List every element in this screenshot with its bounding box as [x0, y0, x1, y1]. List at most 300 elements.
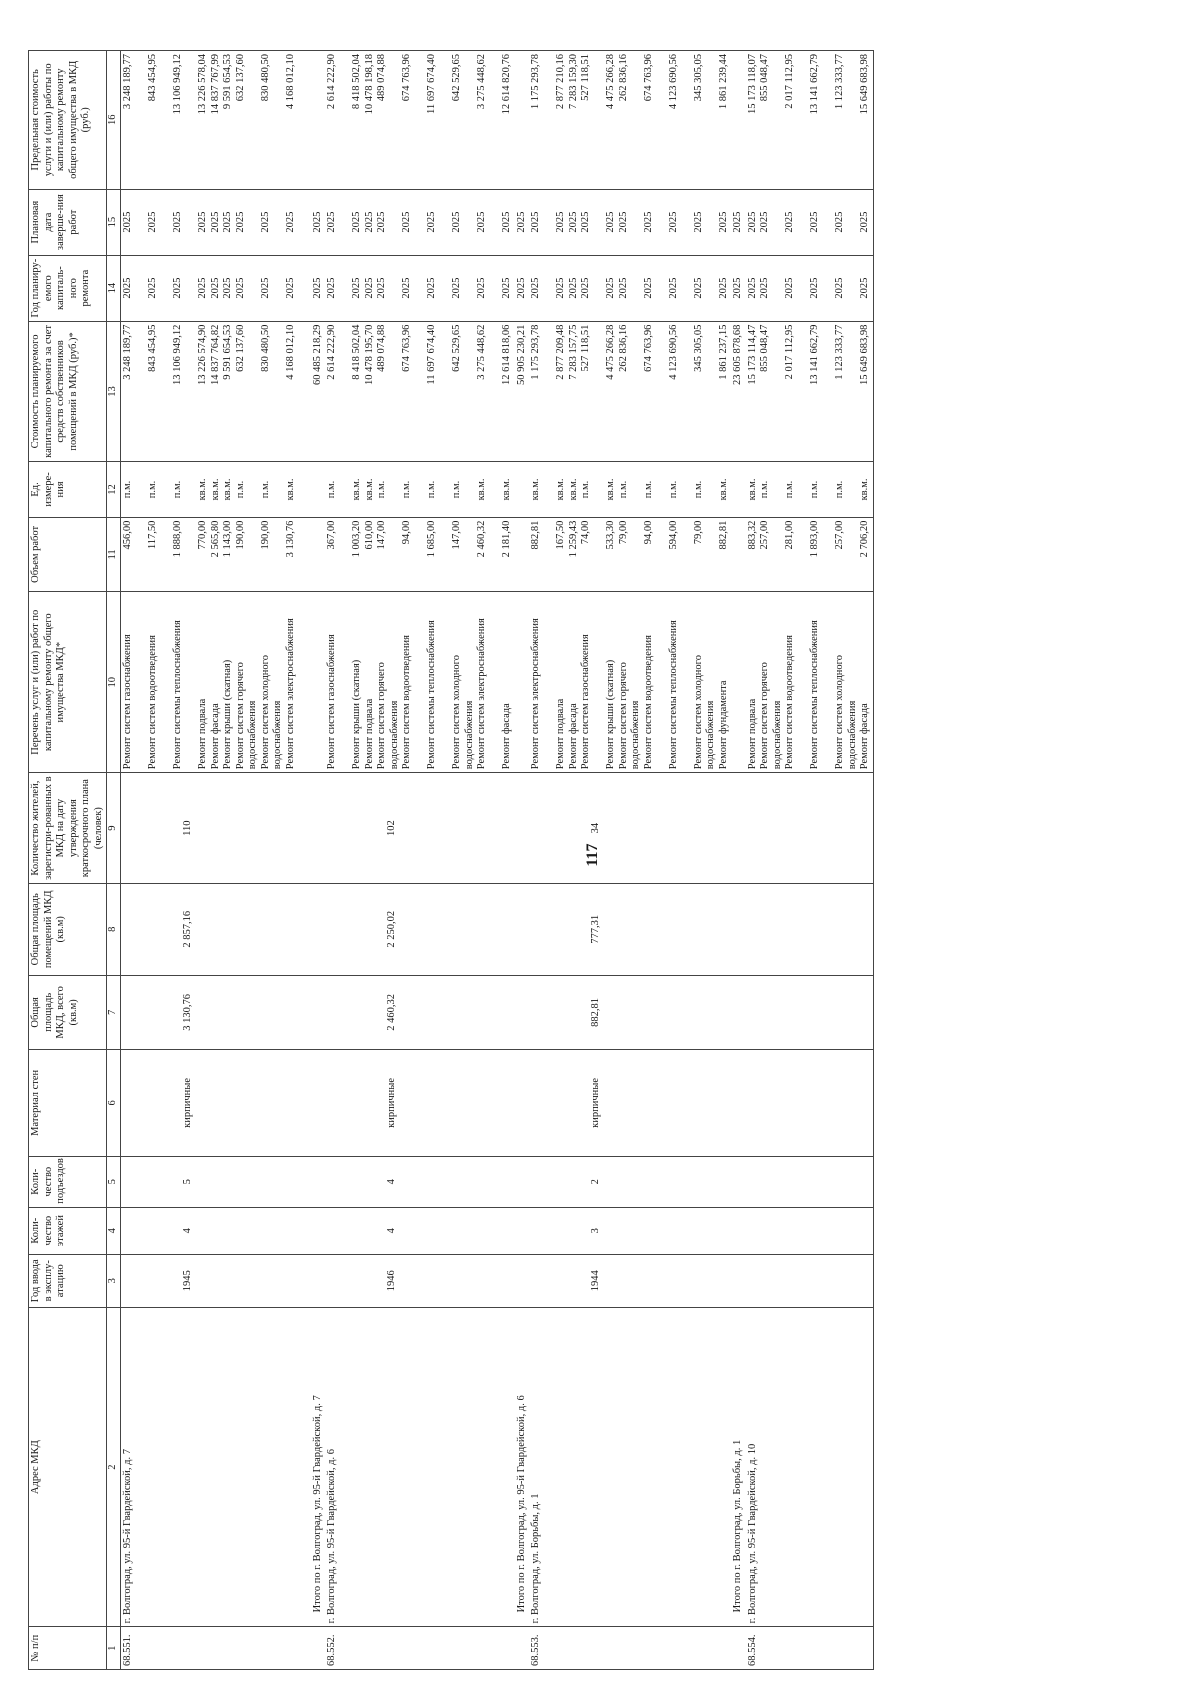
- cell-line: Ремонт фасада: [567, 703, 579, 770]
- entrance-count: [121, 1156, 311, 1207]
- total-empty: [311, 773, 326, 884]
- work-limits: [121, 51, 311, 190]
- column-number: 14: [107, 255, 121, 321]
- cell-line: 10 478 198,18: [363, 54, 375, 115]
- cell-line: 2 877 209,48: [555, 324, 566, 380]
- cell-line: 11 697 674,40: [426, 54, 437, 114]
- works-list: [529, 592, 731, 773]
- cell-line: кв.м.: [501, 478, 512, 501]
- column-number: 6: [107, 1050, 121, 1157]
- total-empty: [311, 1050, 326, 1157]
- total-end-date: 2025: [515, 189, 530, 255]
- total-empty: [731, 592, 746, 773]
- cell-line: 594,00: [667, 520, 679, 550]
- works-list: [121, 592, 311, 773]
- cell-line: 1 861 239,44: [717, 54, 729, 110]
- cell-line: 13 106 949,12: [172, 324, 183, 386]
- cell-line: 345 305,05: [692, 324, 704, 372]
- cell-line: 257,00: [759, 520, 770, 550]
- column-number: 9: [107, 773, 121, 884]
- column-number: 15: [107, 189, 121, 255]
- wall-material: [325, 1050, 515, 1157]
- cell-line: 2025: [501, 277, 512, 299]
- wall-material: [121, 1050, 311, 1157]
- table-row: [325, 51, 515, 1670]
- residents-count: [529, 773, 731, 884]
- total-empty: [731, 975, 746, 1050]
- cell-line: 2 614 222,90: [326, 54, 337, 110]
- cell-line: 855 048,47: [759, 324, 770, 372]
- year-built: [121, 1254, 311, 1307]
- cell-line: Ремонт фасада: [501, 703, 512, 770]
- row-address: [529, 1307, 731, 1627]
- cell-line: 1 175 293,78: [530, 324, 541, 380]
- cell-line: Ремонт систем водоотведения: [784, 635, 795, 770]
- address-text: г. Волгоград, ул. 95-й Гвардейской, д. 7: [122, 1448, 133, 1624]
- cell-line: 2025: [451, 211, 462, 233]
- column-number: 3: [107, 1254, 121, 1307]
- table-body: [107, 51, 874, 1670]
- column-header: Год планиру-емого капиталь-ного ремонта: [29, 255, 107, 321]
- cell-line: 632 137,60: [234, 54, 246, 102]
- cell-line: 2 565,80: [209, 520, 221, 558]
- total-label: Итого по г. Волгоград, ул. Борьбы, д. 1: [731, 1307, 746, 1627]
- cell-line: 13 106 949,12: [172, 54, 183, 115]
- cell-line: п.м.: [809, 480, 820, 499]
- table-row: [746, 51, 874, 1670]
- column-header: Коли-чество этажей: [29, 1207, 107, 1254]
- cell-line: кв.м.: [351, 478, 362, 501]
- entrance-count-text: 5: [182, 1179, 193, 1185]
- cell-line: 4 168 012,10: [284, 54, 296, 110]
- cell-line: п.м.: [376, 480, 387, 499]
- cell-line: 4 123 690,56: [667, 324, 679, 380]
- cell-line: 2025: [809, 211, 820, 233]
- floor-count: [746, 1207, 874, 1254]
- cell-line: 2025: [717, 277, 729, 299]
- total-area: [325, 975, 515, 1050]
- entrance-count: [529, 1156, 731, 1207]
- total-empty: [731, 884, 746, 976]
- cell-line: 7 283 157,75: [567, 324, 579, 380]
- cell-line: 79,00: [617, 520, 629, 545]
- total-area-text: 882,81: [590, 997, 601, 1027]
- cell-line: Ремонт системы теплоснабжения: [809, 620, 820, 770]
- cell-line: 262 836,16: [617, 54, 629, 102]
- total-empty: [731, 1254, 746, 1307]
- address-text: г. Волгоград, ул. Борьбы, д. 1: [530, 1493, 541, 1624]
- cell-line: Ремонт фундамента: [717, 680, 729, 770]
- cell-line: п.м.: [326, 480, 337, 499]
- column-number: 13: [107, 321, 121, 462]
- work-units: [325, 462, 515, 517]
- cell-line: 1 893,00: [809, 520, 820, 558]
- work-costs: [746, 321, 874, 462]
- cell-line: Ремонт системы теплоснабжения: [667, 620, 679, 770]
- cell-line: 2025: [717, 211, 729, 233]
- cell-line: 2025: [555, 277, 566, 299]
- cell-line: 2025: [530, 211, 541, 233]
- cell-line: п.м.: [784, 480, 795, 499]
- header-row: [29, 51, 107, 1670]
- cell-line: 2025: [567, 277, 579, 299]
- floor-count: [121, 1207, 311, 1254]
- floor-count-text: 4: [182, 1228, 193, 1234]
- row-address: [121, 1307, 311, 1627]
- cell-line: кв.м.: [605, 478, 616, 501]
- cell-line: кв.м.: [530, 478, 541, 501]
- column-header: Плановая дата заверше-ния работ: [29, 189, 107, 255]
- cell-line: 1 888,00: [172, 520, 183, 558]
- work-volumes: [325, 517, 515, 592]
- column-header: Количество жителей, зарегистри-рованных в МКД на дату утверждения краткосрочного плана (человек): [29, 773, 107, 884]
- cell-line: кв.м.: [567, 478, 579, 501]
- work-years: [529, 255, 731, 321]
- cell-line: 2025: [147, 277, 158, 299]
- cell-line: 2025: [426, 211, 437, 233]
- cell-line: 1 861 237,15: [717, 324, 729, 380]
- cell-line: Ремонт крыши (скатная): [605, 659, 616, 770]
- cell-line: 2025: [834, 277, 845, 299]
- cell-line: 2025: [351, 277, 362, 299]
- total-empty: [311, 462, 326, 517]
- cell-line: 3 130,76: [284, 520, 296, 558]
- cell-line: 2025: [784, 211, 795, 233]
- cell-line: 2025: [284, 211, 296, 233]
- cell-line: 2025: [642, 211, 654, 233]
- cell-line: 2025: [555, 211, 566, 233]
- cell-line: 4 168 012,10: [284, 324, 296, 380]
- rotated-table-wrapper: [28, 50, 1138, 1670]
- column-number: 8: [107, 884, 121, 976]
- residents-count-text: 110: [182, 820, 193, 836]
- total-area-text: 3 130,76: [182, 994, 193, 1031]
- cell-line: 345 305,05: [692, 54, 704, 102]
- work-costs: [325, 321, 515, 462]
- work-volumes: [121, 517, 311, 592]
- column-header: № п/п: [29, 1627, 107, 1670]
- cell-line: 2025: [234, 277, 246, 299]
- total-empty: [731, 51, 746, 190]
- cell-line: 770,00: [197, 520, 208, 550]
- total-empty: [515, 1156, 530, 1207]
- total-empty: [515, 51, 530, 190]
- cell-line: п.м.: [426, 480, 437, 499]
- cell-line: Ремонт систем водоотведения: [147, 635, 158, 770]
- cell-line: 2 460,32: [476, 520, 487, 558]
- total-year: 2025: [515, 255, 530, 321]
- cell-line: 12 614 820,76: [501, 54, 512, 115]
- row-number: 68.551.: [121, 1627, 311, 1670]
- cell-line: 2025: [834, 211, 845, 233]
- cell-line: 262 836,16: [617, 324, 629, 372]
- cell-line: Ремонт систем водоотведения: [401, 635, 412, 770]
- address-text: г. Волгоград, ул. 95-й Гвардейской, д. 10: [746, 1443, 758, 1624]
- cell-line: Ремонт систем холодного водоснабжения: [834, 655, 858, 770]
- cell-line: Ремонт систем электроснабжения: [284, 618, 296, 770]
- cell-line: кв.м.: [746, 478, 758, 501]
- rooms-area-text: 2 857,16: [182, 910, 193, 948]
- cell-line: Ремонт систем холодного водоснабжения: [259, 655, 283, 770]
- total-area: [746, 975, 874, 1050]
- column-header: Коли-чество подъездов: [29, 1156, 107, 1207]
- total-row: [731, 51, 746, 1670]
- total-empty: [731, 462, 746, 517]
- total-empty: [515, 1207, 530, 1254]
- cell-line: п.м.: [172, 480, 183, 499]
- cell-line: 79,00: [692, 520, 704, 545]
- cell-line: 1 143,00: [222, 520, 233, 558]
- year-built: [746, 1254, 874, 1307]
- cell-line: 2025: [326, 211, 337, 233]
- cell-line: кв.м.: [363, 478, 375, 501]
- cell-line: п.м.: [122, 480, 133, 499]
- cell-line: Ремонт систем электроснабжения: [530, 618, 541, 770]
- total-empty: [311, 51, 326, 190]
- total-label: Итого по г. Волгоград, ул. 95-й Гвардейской, д. 7: [311, 1307, 326, 1627]
- cell-line: 456,00: [122, 520, 133, 550]
- total-empty: [515, 592, 530, 773]
- cell-line: 2025: [284, 277, 296, 299]
- cell-line: п.м.: [580, 480, 591, 499]
- cell-line: 674 763,96: [401, 324, 412, 372]
- column-header: Материал стен: [29, 1050, 107, 1157]
- cell-line: 2 181,40: [501, 520, 512, 558]
- cell-line: кв.м.: [555, 478, 566, 501]
- cell-line: 94,00: [401, 520, 412, 545]
- total-empty: [311, 1207, 326, 1254]
- rooms-area: [121, 884, 311, 976]
- cell-line: п.м.: [451, 480, 462, 499]
- cell-line: 1 175 293,78: [530, 54, 541, 110]
- cell-line: 830 480,50: [259, 54, 271, 102]
- entrance-count-text: 4: [386, 1179, 397, 1185]
- cell-line: 4 123 690,56: [667, 54, 679, 110]
- cell-line: 281,00: [784, 520, 795, 550]
- cell-line: 2025: [426, 277, 437, 299]
- cell-line: 147,00: [376, 520, 387, 550]
- cell-line: Ремонт систем горячего водоснабжения: [617, 662, 641, 770]
- table-row: [529, 51, 731, 1670]
- cell-line: 2025: [580, 277, 591, 299]
- cell-line: Ремонт системы теплоснабжения: [172, 620, 183, 770]
- cell-line: 1 123 333,77: [834, 324, 845, 380]
- cell-line: п.м.: [759, 480, 770, 499]
- cell-line: 489 074,88: [376, 324, 387, 372]
- rooms-area-text: 777,31: [590, 914, 601, 944]
- work-units: [529, 462, 731, 517]
- cell-line: 3 275 448,62: [476, 324, 487, 380]
- cell-line: 2025: [784, 277, 795, 299]
- row-number: 68.553.: [529, 1627, 731, 1670]
- cell-line: Ремонт систем газоснабжения: [580, 634, 591, 770]
- total-area: [121, 975, 311, 1050]
- cell-line: Ремонт крыши (скатная): [222, 659, 233, 770]
- rooms-area: [325, 884, 515, 976]
- total-empty: [731, 1156, 746, 1207]
- repair-plan-table: [28, 50, 874, 1670]
- work-costs: [529, 321, 731, 462]
- cell-line: 2025: [197, 277, 208, 299]
- cell-line: Ремонт подвала: [363, 698, 375, 770]
- cell-line: Ремонт подвала: [555, 698, 566, 770]
- cell-line: 14 837 764,82: [209, 324, 221, 386]
- column-header: Перечень услуг и (или) работ по капитальному ремонту общего имущества МКД*: [29, 592, 107, 773]
- cell-line: 2025: [759, 277, 770, 299]
- work-end-dates: [746, 189, 874, 255]
- cell-line: 190,00: [234, 520, 246, 550]
- entrance-count: [325, 1156, 515, 1207]
- work-volumes: [746, 517, 874, 592]
- cell-line: Ремонт крыши (скатная): [351, 659, 362, 770]
- cell-line: 74,00: [580, 520, 591, 545]
- cell-line: Ремонт фасада: [209, 703, 221, 770]
- cell-line: 2025: [351, 211, 362, 233]
- cell-line: Ремонт систем газоснабжения: [326, 634, 337, 770]
- column-number: 12: [107, 462, 121, 517]
- wall-material-text: кирпичные: [386, 1077, 397, 1128]
- column-header: Общая площадь помещений МКД (кв.м): [29, 884, 107, 976]
- cell-line: кв.м.: [476, 478, 487, 501]
- column-number-row: [107, 51, 121, 1670]
- total-empty: [311, 1627, 326, 1670]
- total-empty: [311, 592, 326, 773]
- cell-line: п.м.: [259, 480, 271, 499]
- cell-line: 8 418 502,04: [351, 54, 362, 110]
- total-empty: [311, 1254, 326, 1307]
- total-end-date: 2025: [311, 189, 326, 255]
- cell-line: 3 248 189,77: [122, 324, 133, 380]
- cell-line: 2025: [759, 211, 770, 233]
- column-number: 5: [107, 1156, 121, 1207]
- cell-line: 2025: [209, 277, 221, 299]
- cell-line: 13 141 662,79: [809, 324, 820, 386]
- cell-line: 2025: [326, 277, 337, 299]
- cell-line: 2025: [642, 277, 654, 299]
- cell-line: п.м.: [401, 480, 412, 499]
- cell-line: 2025: [222, 211, 233, 233]
- total-empty: [515, 773, 530, 884]
- cell-line: кв.м.: [717, 478, 729, 501]
- cell-line: 843 454,95: [147, 324, 158, 372]
- page-number: 117: [584, 843, 601, 867]
- cell-line: 4 475 266,28: [605, 54, 616, 110]
- cell-line: 2025: [501, 211, 512, 233]
- cell-line: п.м.: [834, 480, 845, 499]
- cell-line: 1 003,20: [351, 520, 362, 558]
- column-header: Предельная стоимость услуги и (или) работы по капитальному ремонту общего имущества в МКД (руб.): [29, 51, 107, 190]
- cell-line: Ремонт систем холодного водоснабжения: [692, 655, 716, 770]
- total-empty: [515, 462, 530, 517]
- total-cost: 50 905 230,21: [515, 321, 530, 462]
- cell-line: 14 837 767,99: [209, 54, 221, 115]
- cell-line: 167,50: [555, 520, 566, 550]
- cell-line: п.м.: [642, 480, 654, 499]
- cell-line: Ремонт систем электроснабжения: [476, 618, 487, 770]
- table-row: [121, 51, 311, 1670]
- rooms-area-text: 2 250,02: [386, 910, 397, 948]
- total-cost: 60 485 218,29: [311, 321, 326, 462]
- cell-line: 830 480,50: [259, 324, 271, 372]
- total-empty: [731, 517, 746, 592]
- year-built-text: 1944: [590, 1270, 601, 1292]
- cell-line: кв.м.: [222, 478, 233, 501]
- cell-line: 674 763,96: [642, 324, 654, 372]
- cell-line: Ремонт систем холодного водоснабжения: [451, 655, 475, 770]
- cell-line: Ремонт систем горячего водоснабжения: [234, 662, 258, 770]
- cell-line: Ремонт систем горячего водоснабжения: [759, 662, 783, 770]
- cell-line: 2025: [122, 277, 133, 299]
- cell-line: 12 614 818,06: [501, 324, 512, 386]
- cell-line: 2025: [580, 211, 591, 233]
- cell-line: 2025: [476, 277, 487, 299]
- work-limits: [325, 51, 515, 190]
- cell-line: 527 118,51: [580, 54, 591, 101]
- cell-line: 2 706,20: [859, 520, 870, 558]
- works-list: [746, 592, 874, 773]
- cell-line: Ремонт систем водоотведения: [642, 635, 654, 770]
- cell-line: 367,00: [326, 520, 337, 550]
- column-number: 2: [107, 1307, 121, 1627]
- cell-line: 8 418 502,04: [351, 324, 362, 380]
- cell-line: 2025: [376, 277, 387, 299]
- cell-line: 2025: [172, 211, 183, 233]
- total-cost: 23 605 878,68: [731, 321, 746, 462]
- work-years: [325, 255, 515, 321]
- total-empty: [515, 884, 530, 976]
- cell-line: п.м.: [617, 480, 629, 499]
- works-list: [325, 592, 515, 773]
- total-year: 2025: [311, 255, 326, 321]
- address-text: г. Волгоград, ул. 95-й Гвардейской, д. 6: [326, 1448, 337, 1624]
- year-built-text: 1946: [386, 1270, 397, 1292]
- wall-material: [746, 1050, 874, 1157]
- cell-line: 2025: [363, 211, 375, 233]
- rooms-area: [746, 884, 874, 976]
- cell-line: 2025: [667, 277, 679, 299]
- cell-line: Ремонт подвала: [197, 698, 208, 770]
- cell-line: 533,30: [605, 520, 616, 550]
- cell-line: 674 763,96: [642, 54, 654, 102]
- column-header: Адрес МКД: [29, 1307, 107, 1627]
- work-volumes: [529, 517, 731, 592]
- cell-line: 674 763,96: [401, 54, 412, 102]
- row-number: 68.554.: [746, 1627, 874, 1670]
- cell-line: 843 454,95: [147, 54, 158, 102]
- cell-line: 642 529,65: [451, 54, 462, 102]
- column-number: 11: [107, 517, 121, 592]
- total-empty: [515, 1627, 530, 1670]
- total-end-date: 2025: [731, 189, 746, 255]
- cell-line: 2025: [617, 211, 629, 233]
- cell-line: 2025: [476, 211, 487, 233]
- column-header: Объем работ: [29, 517, 107, 592]
- cell-line: 2025: [172, 277, 183, 299]
- cell-line: 2025: [809, 277, 820, 299]
- cell-line: 4 475 266,28: [605, 324, 616, 380]
- column-number: 10: [107, 592, 121, 773]
- total-empty: [311, 1156, 326, 1207]
- wall-material-text: кирпичные: [182, 1077, 193, 1128]
- cell-line: 2025: [667, 211, 679, 233]
- cell-line: кв.м.: [284, 478, 296, 501]
- cell-line: 2025: [746, 211, 758, 233]
- cell-line: 642 529,65: [451, 324, 462, 372]
- work-costs: [121, 321, 311, 462]
- cell-line: 882,81: [530, 520, 541, 550]
- cell-line: 9 591 654,53: [222, 324, 233, 380]
- cell-line: 13 141 662,79: [809, 54, 820, 115]
